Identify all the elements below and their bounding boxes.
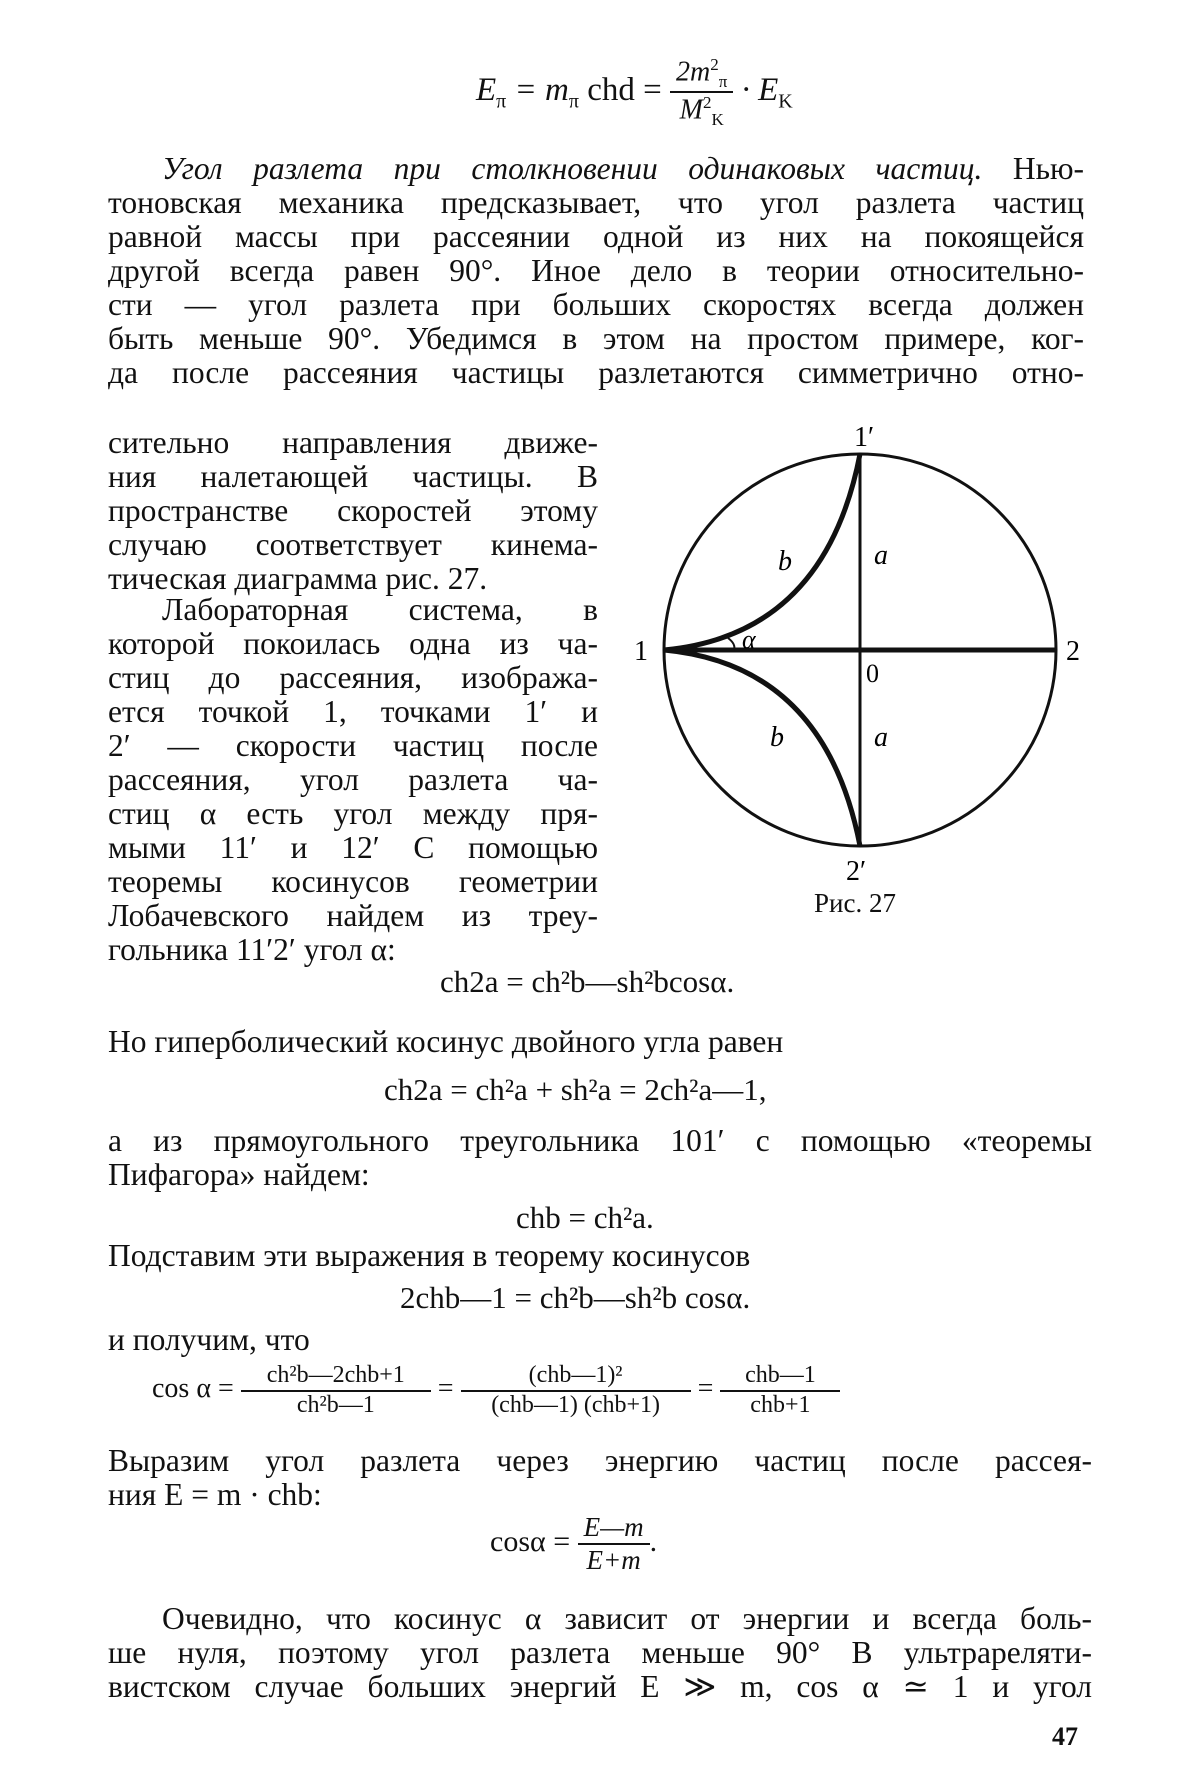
equation-cos-alpha-energy: cosα = E—m E+m . bbox=[490, 1512, 657, 1576]
equation-cosine-theorem: ch2a = ch²b—sh²bcosα. bbox=[440, 964, 734, 1000]
equation-pythagoras: chb = ch²a. bbox=[516, 1200, 654, 1236]
equation-cos-alpha-derivation: cos α = ch²b—2chb+1 ch²b—1 = (chb—1)² (chb—1) (chb+1) = chb—1 chb+1 bbox=[152, 1362, 840, 1419]
left-column-paragraph-2: Лабораторная система, в которой покоилась одна из ча- стиц до рассеяния, изобража- ется точкой 1, точками 1′ и 2′ — скорости частиц после рассеяния, угол разлета ча- стиц α есть угол между пря- мыми 11′ и 12′ С помощью теоремы косинусов геометрии Лобачевского найдем из треу- гольника 11′2′ угол α: bbox=[108, 593, 598, 967]
figure-caption: Рис. 27 bbox=[814, 888, 896, 919]
label-1-prime: 1′ bbox=[854, 422, 874, 453]
label-2-prime: 2′ bbox=[846, 856, 866, 880]
label-b-lower: b bbox=[770, 722, 784, 753]
kinematic-diagram bbox=[630, 420, 1090, 880]
label-2: 2 bbox=[1066, 636, 1080, 667]
section-heading: Угол разлета при столкновении одинаковых частиц. bbox=[162, 151, 982, 186]
label-a-upper: a bbox=[874, 540, 888, 571]
page-number: 47 bbox=[1052, 1722, 1078, 1752]
text-substitute: Подставим эти выражения в теорему косинусов bbox=[108, 1238, 750, 1274]
section-paragraph: Угол разлета при столкновении одинаковых частиц. Нью- тоновская механика предсказывает, что угол разлета частиц равной массы при рассеянии одной из них на покоящейся другой всегда равен 90°. Иное дело в теории относительно- сти — угол разлета при больших скоростях всегда должен быть меньше 90°. Убедимся в этом на простом примере, ког- да после рассеяния частицы разлетаются симметрично отно- bbox=[108, 152, 1084, 390]
left-column-paragraph-1: сительно направления движе- ния налетающей частицы. В пространстве скоростей этому случаю соответствует кинема- тическая диаграмма рис. 27. bbox=[108, 426, 598, 596]
text-energy: Выразим угол разлета через энергию частиц после рассея- ния E = m · chb: bbox=[108, 1444, 1092, 1512]
text-hyperbolic-cosine: Но гиперболический косинус двойного угла равен bbox=[108, 1024, 783, 1060]
label-a-lower: a bbox=[874, 722, 888, 753]
book-page bbox=[0, 0, 1200, 1777]
text-obtain: и получим, что bbox=[108, 1322, 310, 1358]
label-b-upper: b bbox=[778, 546, 792, 577]
lower-arc-b bbox=[664, 650, 860, 846]
text-conclusion: Очевидно, что косинус α зависит от энергии и всегда боль- ше нуля, поэтому угол разлета меньше 90° В ультрареляти- вистском случае больших энергий E ≫ m, cos α ≃ 1 и угол bbox=[108, 1602, 1092, 1704]
label-alpha: α bbox=[742, 625, 757, 654]
formula-energy: Eπ = mπ chd = 2m2π M2K · EK bbox=[476, 55, 793, 130]
upper-arc-b bbox=[664, 454, 860, 650]
equation-substituted: 2chb—1 = ch²b—sh²b cosα. bbox=[400, 1280, 750, 1316]
equation-double-angle: ch2a = ch²a + sh²a = 2ch²a—1, bbox=[384, 1072, 766, 1108]
text-pythagoras: а из прямоугольного треугольника 101′ с помощью «теоремы Пифагора» найдем: bbox=[108, 1124, 1092, 1192]
label-center: 0 bbox=[866, 659, 879, 688]
label-1: 1 bbox=[634, 636, 648, 667]
